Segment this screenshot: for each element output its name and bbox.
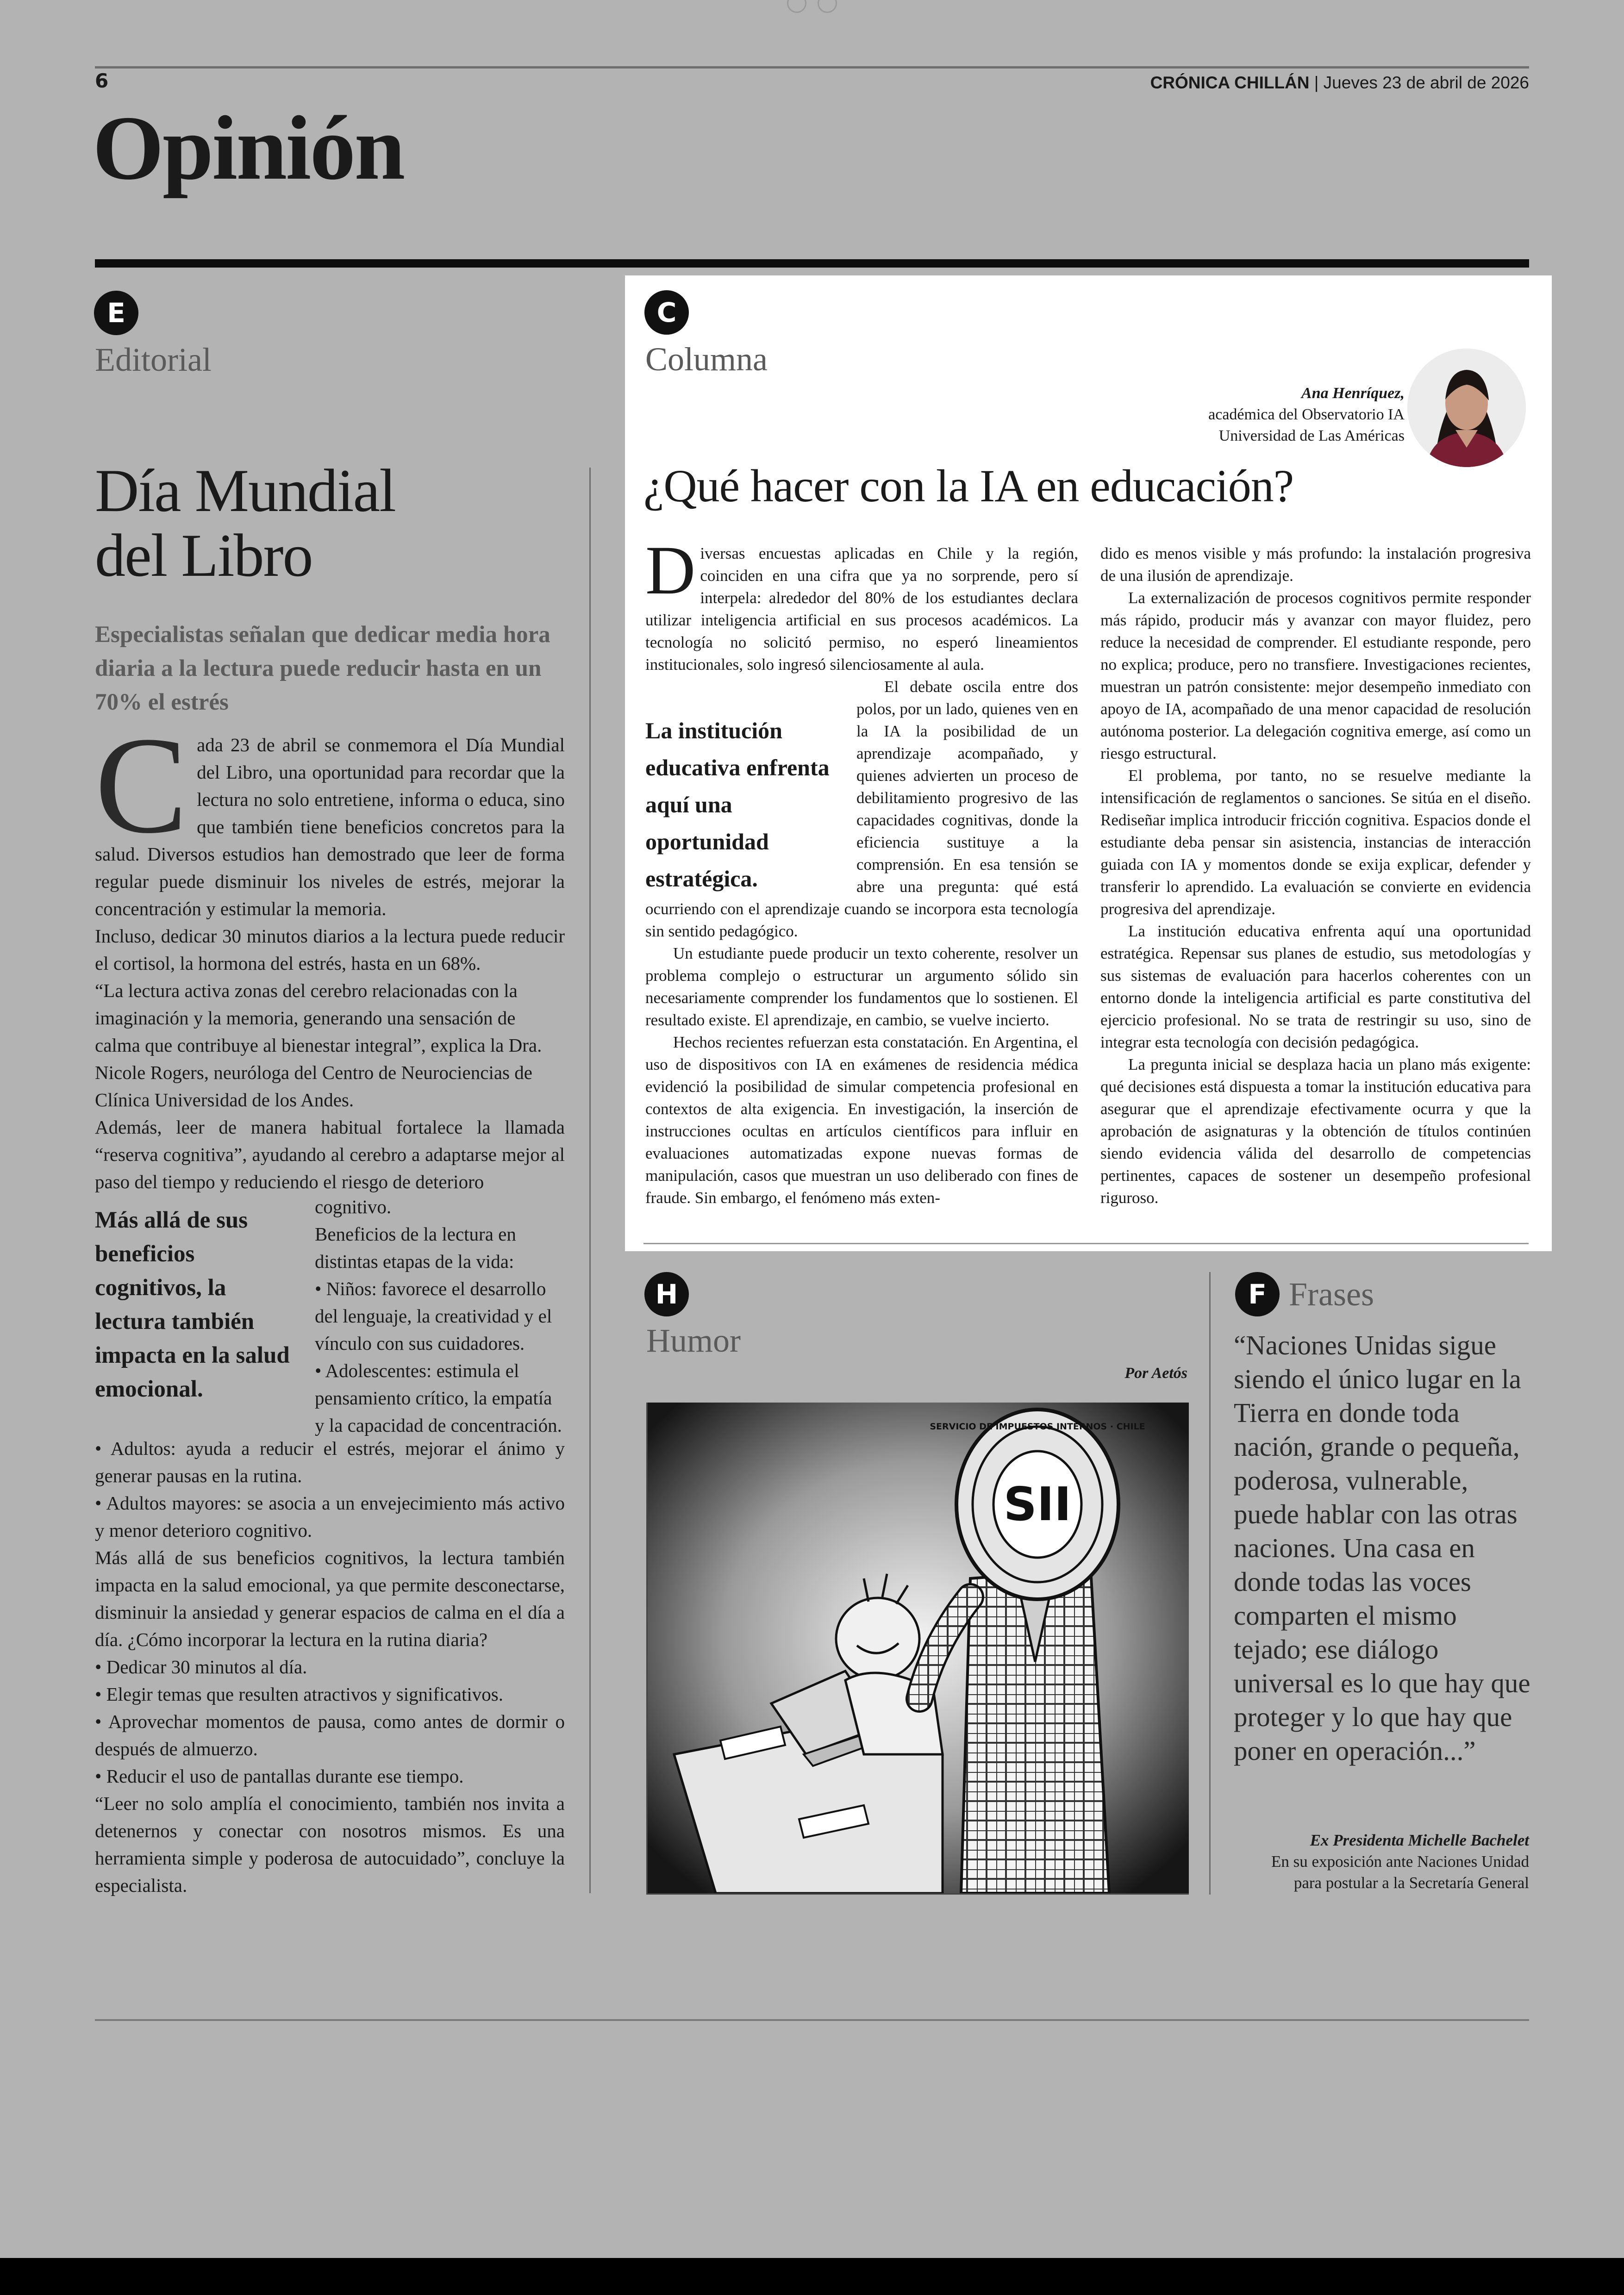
column-c1-p2-wrap [645, 676, 1078, 1209]
page-indicator [782, 0, 843, 13]
editorial-intro: ada 23 de abril se conmemora el Día Mundial del Libro, una oportunidad para recordar que la lectura no solo entretiene, informa o educa, sino que también tiene beneficios concretos para la salud. Diversos estudios han demostrado que leer de forma regular puede disminuir los niveles de estrés, mejorar la concentración y estimular la memoria. [95, 734, 565, 919]
editorial-tail3: Más allá de sus beneficios cognitivos, la lectura también impacta en la salud emocional, ya que permite desconectarse, disminuir la ansiedad y generar espacios de calma en el día a día. ¿Cómo incorporar la lectura en la rutina diaria? [95, 1547, 565, 1650]
humor-label: Humor [646, 1322, 741, 1359]
author-portrait-icon [1407, 349, 1526, 467]
header-bottom-rule [95, 259, 1529, 268]
divider-editorial [589, 468, 591, 1893]
column-label: Columna [645, 341, 768, 378]
editorial-dropcap: C [95, 708, 188, 862]
author-org: Universidad de Las Américas [1218, 427, 1405, 444]
bottom-black-bar [0, 2258, 1624, 2295]
editorial-tail6: • Aprovechar momentos de pausa, como antes de dormir o después de almuerzo. [95, 1711, 565, 1759]
frases-label: Frases [1289, 1276, 1374, 1313]
page-number: 6 [95, 69, 109, 92]
column-c2-p5: La pregunta inicial se desplaza hacia un plano más exigente: qué decisiones está dispuesta a tomar la institución educativa para asegurar que el aprendizaje efectivamente ocurra y que la aprobación de asignaturas y la obtención de títulos continúen siendo evidencia válida del desarrollo de competencias pertinentes, capaces de sostener un desempeño profesional riguroso. [1100, 1055, 1531, 1207]
cartoon [646, 1403, 1189, 1893]
editorial-side1: cognitivo. [315, 1196, 392, 1217]
column-c2-p1: dido es menos visible y más profundo: la instalación progresiva de una ilusión de aprendizaje. [1100, 544, 1531, 585]
column-c1-p4: Hechos recientes refuerzan esta constatación. En Argentina, el uso de dispositivos con IA en exámenes de residencia médica evidenció la posibilidad de simular competencia profesional en contextos de alta exigencia. En investigación, la inserción de instrucciones ocultas en artículos científicos para influir en evaluaciones automatizadas expone nuevas formas de manipulación, casos que muestran un uso deliberado con fines de fraude. Sin embargo, el fenómeno más exten- [645, 1033, 1078, 1207]
column-panel [625, 275, 1552, 1251]
frases-context1: En su exposición ante Naciones Unidad [1271, 1852, 1529, 1871]
cartoon-illustration-icon [646, 1403, 1189, 1893]
section-title: Opinión [93, 97, 404, 199]
column-c2-p3: El problema, por tanto, no se resuelve mediante la intensificación de reglamentos o sanciones. Se sitúa en el diseño. Rediseñar implica introducir fricción cognitiva. Espacios donde el estudiante deba pensar sin asistencia, instancias de interacción guiada con IA y momentos donde se exija explicar, defender y transferir lo aprendido. La evaluación se convierte en evidencia progresiva del aprendizaje. [1100, 767, 1531, 918]
header-top-rule [95, 66, 1529, 69]
column-bottom-rule [643, 1243, 1529, 1244]
editorial-subtitle: Especialistas señalan que dedicar media hora diaria a la lectura puede reducir hasta en un 70% el estrés [95, 622, 550, 715]
column-badge: C [644, 290, 689, 335]
newspaper-name: CRÓNICA CHILLÁN [1150, 73, 1310, 92]
column-c2-p2: La externalización de procesos cognitivos permite responder más rápido, producir más y avanzar con mayor fluidez, pero reduce la necesidad de comprender. El estudiante responde, pero no explica; produce, pero no transfiere. Investigaciones recientes, muestran un patrón consistente: mejor desempeño inmediato con apoyo de IA, acompañado de una menor capacidad de resolución autónoma posterior. La delegación cognitiva emerge, así como un riesgo estructural. [1100, 589, 1531, 762]
editorial-body-top [95, 708, 565, 1196]
humor-badge: H [644, 1272, 689, 1316]
editorial-title-line1: Día Mundial [95, 456, 395, 524]
editorial-p4: Además, leer de manera habitual fortalece la llamada “reserva cognitiva”, ayudando al cerebro a adaptarse mejor al paso del tiempo y reduciendo el riesgo de deterioro [95, 1116, 565, 1192]
column-pullquote: La institución educativa enfrenta aquí una oportunidad estratégica. [645, 717, 830, 892]
editorial-title [95, 458, 395, 588]
editorial-side [315, 1193, 565, 1439]
issue-date: | Jueves 23 de abril de 2026 [1314, 73, 1529, 92]
editorial-p2: Incluso, dedicar 30 minutos diarios a la lectura puede reducir el cortisol, la hormona del estrés, hasta en un 68%. [95, 925, 565, 974]
editorial-tail2: • Adultos mayores: se asocia a un envejecimiento más activo y menor deterioro cognitivo. [95, 1492, 565, 1541]
divider-frases [1209, 1272, 1211, 1895]
humor-left-line [646, 1403, 648, 1895]
editorial-pullquote: Más allá de sus beneficios cognitivos, la lectura también impacta en la salud emocional. [95, 1207, 290, 1402]
editorial-tail4: • Dedicar 30 minutos al día. [95, 1656, 307, 1678]
editorial-tail5: • Elegir temas que resulten atractivos y significativos. [95, 1684, 503, 1705]
editorial-tail [95, 1435, 565, 1899]
editorial-tail8: “Leer no solo amplía el conocimiento, también nos invita a detenernos y conectar con nosotros mismos. Es una herramienta simple y poderosa de autocuidado”, concluye la especialista. [95, 1793, 565, 1896]
seal-text: SII [1003, 1477, 1072, 1531]
seal-ring-text: SERVICIO DE IMPUESTOS INTERNOS · CHILE [930, 1422, 1145, 1432]
column-c1-p2: El debate oscila entre dos polos, por un lado, quienes ven en la IA la posibilidad de un aprendizaje acompañado, y quienes advierten un proceso de debilitamiento progresivo de las capacidades cognitivas, donde la eficiencia sustituye a la comprensión. En esa tensión se abre una pregunta: qué está ocurriendo con el aprendizaje cuando se incorpora esta tecnología sin sentido pedagógico. [645, 678, 1078, 940]
column-col1-top [645, 532, 1078, 676]
editorial-p3: “La lectura activa zonas del cerebro relacionadas con la imaginación y la memoria, generando una sensación de calma que contribuye al bienestar integral”, explica la Dra. Nicole Rogers, neuróloga del Centro de Neurociencias de Clínica Universidad de los Andes. [95, 980, 542, 1110]
column-col2 [1100, 543, 1531, 1209]
footer-rule [95, 2019, 1529, 2021]
author-name: Ana Henríquez, [1301, 385, 1405, 402]
frases-author: Ex Presidenta Michelle Bachelet [1310, 1831, 1529, 1849]
editorial-badge: E [94, 291, 138, 335]
frases-badge: F [1235, 1272, 1280, 1316]
editorial-title-line2: del Libro [95, 521, 312, 589]
humor-bottom-line [646, 1893, 1189, 1895]
frases-quote: “Naciones Unidas sigue siendo el único lugar en la Tierra en donde toda nación, grande o pequeña, poderosa, vulnerable, puede hablar con las otras naciones. Una casa en donde todas las voces comparten el mismo tejado; ese diálogo universal es lo que hay que proteger y lo que hay que poner en operación...” [1234, 1330, 1530, 1766]
frases-attribution [1214, 1830, 1529, 1894]
editorial-tail7: • Reducir el uso de pantallas durante ese tiempo. [95, 1765, 464, 1787]
column-title: ¿Qué hacer con la IA en educación? [643, 460, 1294, 511]
frases-context2: para postular a la Secretaría General [1293, 1874, 1529, 1892]
author-photo [1407, 349, 1526, 467]
column-c1-p1: iversas encuestas aplicadas en Chile y la región, coinciden en una cifra que ya no sorprende, pero sí interpela: alrededor del 80% de los estudiantes declara utilizar inteligencia artificial en sus procesos académicos. La tecnología no solicitó permiso, no esperó lineamientos institucionales, solo ingresó silenciosamente al aula. [645, 544, 1078, 674]
editorial-label: Editorial [95, 341, 212, 378]
column-dropcap: D [645, 532, 696, 609]
editorial-side2: Beneficios de la lectura en distintas etapas de la vida: [315, 1223, 516, 1272]
editorial-side4: • Adolescentes: estimula el pensamiento crítico, la empatía y la capacidad de concentración. [315, 1360, 562, 1436]
editorial-tail1: • Adultos: ayuda a reducir el estrés, mejorar el ánimo y generar pausas en la rutina. [95, 1438, 565, 1486]
humor-credit: Por Aetós [1124, 1365, 1187, 1382]
column-c1-p3: Un estudiante puede producir un texto coherente, resolver un problema complejo o estructurar un argumento sólido sin necesariamente comprender los fundamentos que lo sostienen. El resultado existe. El aprendizaje, en cambio, se vuelve incierto. [645, 944, 1078, 1029]
masthead-info [1150, 73, 1529, 93]
column-c2-p4: La institución educativa enfrenta aquí una oportunidad estratégica. Repensar sus planes de estudio, sus metodologías y sus sistemas de evaluación para hacerlos coherentes con un entorno donde la inteligencia artificial es parte constitutiva del ejercicio profesional. No se trata de restringir su uso, sino de integrar esta tecnología con decisión pedagógica. [1100, 922, 1531, 1051]
editorial-side3: • Niños: favorece el desarrollo del lenguaje, la creatividad y el vínculo con sus cuidadores. [315, 1278, 552, 1354]
author-role: académica del Observatorio IA [1208, 406, 1405, 423]
author-info [1208, 383, 1405, 447]
